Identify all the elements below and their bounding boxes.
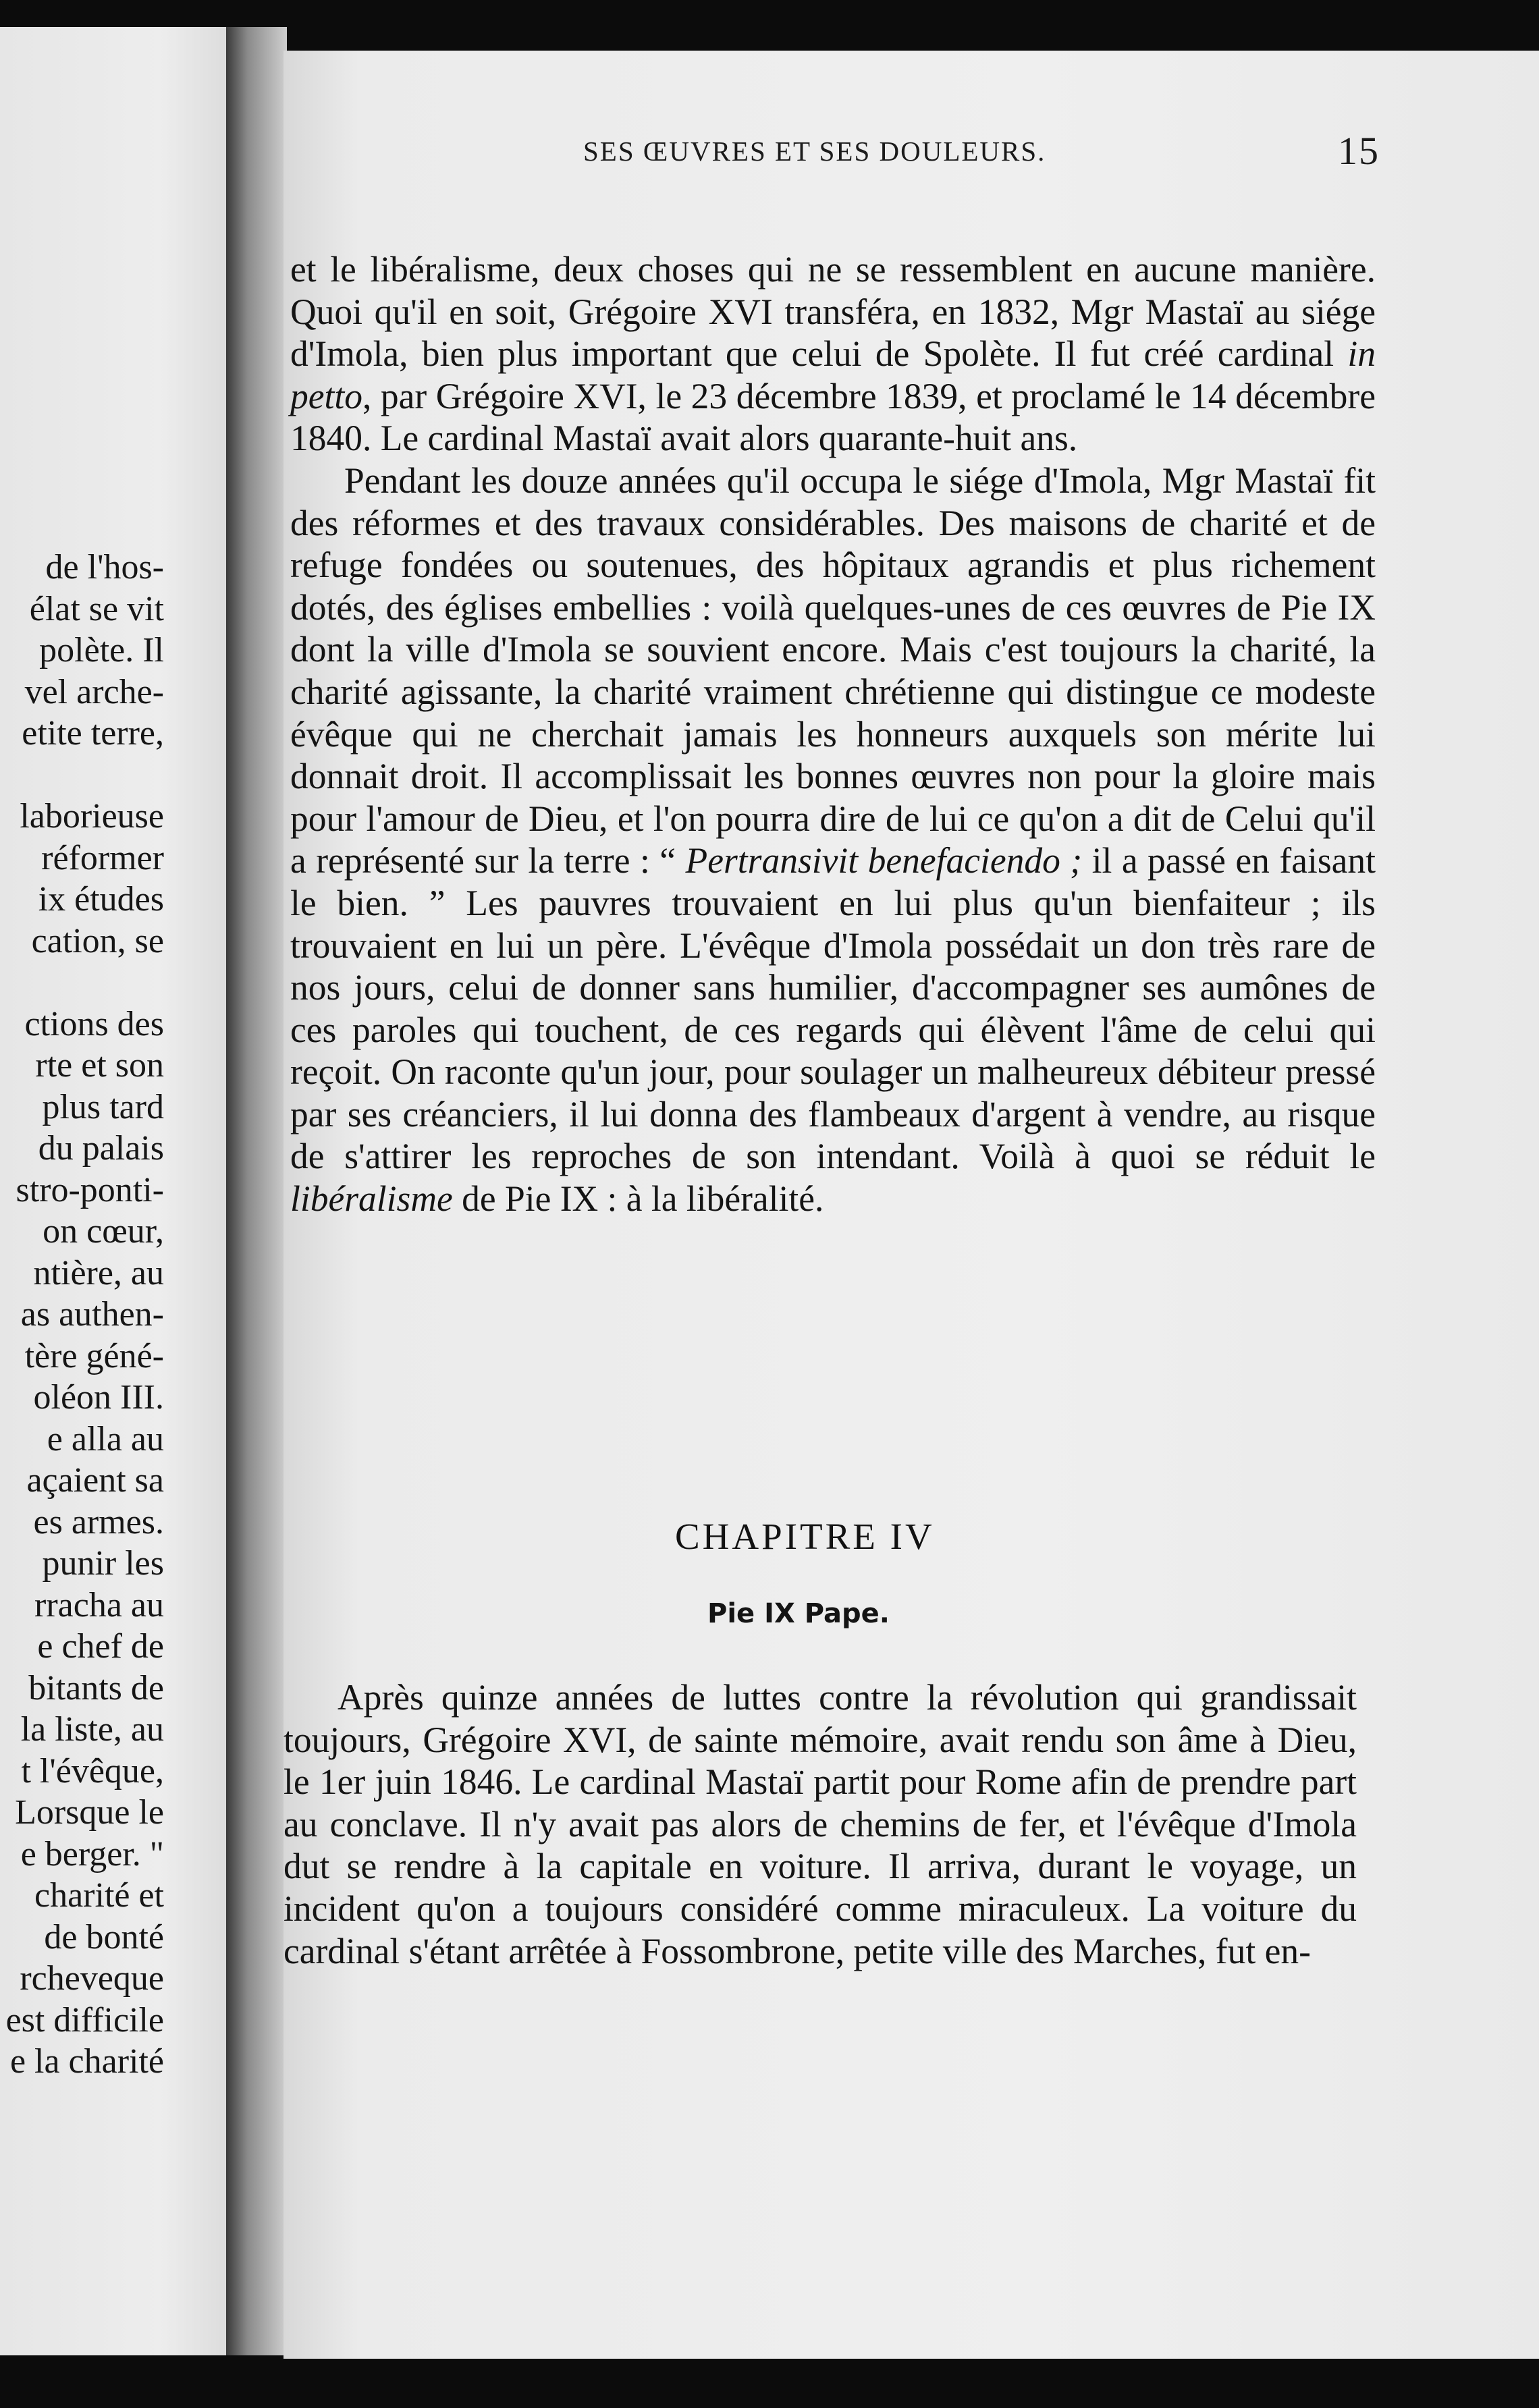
left-page-line: tère géné-	[24, 1336, 164, 1375]
paragraph-2-text-a: Pendant les douze années qu'il occupa le siége d'Imola, Mgr Mastaï fit des réformes et des travaux considérables. Des maisons de charité et de refuge fondées ou soutenues, des hôpitaux agrandis et plus richement dotés, des églises embellies : voilà quelques-unes de ces œuvres de Pie IX dont la ville d'Imola se souvient encore. Mais c'est toujours la charité, la charité agissante, la charité vraiment chrétienne qui distingue ce modeste évêque qui ne cherchait jamais les honneurs auxquels son mérite lui donnait droit. Il accomplissait les bonnes œuvres non pour la gloire mais pour l'amour de Dieu, et l'on pourra dire de lui ce qu'on a dit de Celui qu'il a représenté sur la terre : “	[290, 460, 1376, 881]
left-page-line: punir les	[42, 1544, 164, 1583]
chapter-title: CHAPITRE IV	[675, 1516, 935, 1557]
left-page-line: rcheveque	[20, 1959, 164, 1998]
left-page-line: Lorsque le	[15, 1793, 164, 1832]
left-page-line: etite terre,	[22, 714, 164, 752]
left-page-line: e alla au	[47, 1419, 164, 1458]
left-page-line	[0, 755, 164, 796]
left-page-line: e berger. "	[20, 1834, 164, 1873]
facing-left-page	[0, 27, 230, 2355]
left-page-line: e la charité	[9, 2042, 164, 2081]
page-number: 15	[1338, 129, 1380, 173]
paragraph-1-text-end: , par Grégoire XVI, le 23 décembre 1839, et proclamé le 14 décembre 1840. Le cardinal Mastaï avait alors quarante-huit ans.	[290, 375, 1376, 459]
left-page-line: e chef de	[37, 1627, 164, 1666]
left-page-text-column	[0, 547, 164, 2083]
left-page-line: stro-ponti-	[16, 1170, 164, 1209]
body-text	[290, 248, 1376, 1220]
left-page-line: ix études	[38, 880, 164, 919]
left-page-line: cation, se	[31, 921, 164, 960]
left-page-line: t l'évêque,	[21, 1751, 164, 1790]
paragraph-2-italic-word: libéralisme	[290, 1178, 453, 1220]
left-page-line: élat se vit	[29, 589, 164, 628]
left-page-line: ntière, au	[33, 1253, 164, 1292]
paragraph-1-italic: in petto	[290, 333, 1376, 416]
paragraph-2-text-b: il a passé en faisant le bien. ” Les pauvres trouvaient en lui plus qu'un bienfaiteur ; ils trouvaient en lui un père. L'évêque d'Imola possédait un don très rare de nos jours, celui de donner sans humilier, d'accompagner ses aumônes de ces paroles qui touchent, de ces regards qui élèvent l'âme de celui qui reçoit. On raconte qu'un jour, pour soulager un malheureux débiteur pressé par ses créanciers, il lui donna des flambeaux d'argent à vendre, au risque de s'attirer les reproches de son intendant. Voilà à quoi se réduit le	[290, 840, 1376, 1177]
left-page-line: vel arche-	[24, 672, 164, 711]
book-gutter-shadow	[226, 27, 287, 2355]
running-title: SES ŒUVRES ET SES DOULEURS.	[583, 136, 1046, 167]
left-page-line: açaient sa	[26, 1461, 164, 1500]
chapter-subtitle: Pie IX Pape.	[707, 1598, 890, 1629]
left-page-line: la liste, au	[20, 1710, 164, 1749]
left-page-line: as authen-	[20, 1295, 164, 1334]
left-page-line: oléon III.	[33, 1378, 164, 1417]
left-page-line: rracha au	[34, 1585, 164, 1624]
left-page-line: rte et son	[35, 1046, 164, 1085]
left-page-line: es armes.	[33, 1502, 164, 1541]
left-page-line: bitants de	[28, 1668, 164, 1707]
left-page-line: réformer	[41, 838, 164, 877]
chapter-body-text	[284, 1676, 1357, 1972]
paragraph-2-text-c: de Pie IX : à la libéralité.	[452, 1178, 824, 1220]
paragraph-1-text: et le libéralisme, deux choses qui ne se ressemblent en aucune manière. Quoi qu'il en soit, Grégoire XVI transféra, en 1832, Mgr Mastaï au siége d'Imola, bien plus important que celui de Spolète. Il fut créé cardinal	[290, 249, 1376, 375]
left-page-line: de l'hos-	[45, 548, 164, 586]
chapter-paragraph-1: Après quinze années de luttes contre la révolution qui grandissait toujours, Grégoire XVI, de sainte mémoire, avait rendu son âme à Dieu, le 1er juin 1846. Le cardinal Mastaï partit pour Rome afin de prendre part au conclave. Il n'y avait pas alors de chemins de fer, et l'évêque d'Imola dut se rendre à la capitale en voiture. Il arriva, durant le voyage, un incident qu'on a toujours considéré comme miraculeux. La voiture du cardinal s'étant arrêtée à Fossombrone, petite ville des Marches, fut en-	[284, 1677, 1357, 1971]
left-page-line: charité et	[34, 1876, 164, 1915]
paragraph-2	[290, 460, 1376, 1220]
paragraph-1	[290, 248, 1376, 460]
left-page-line: ctions des	[24, 1004, 164, 1043]
left-page-line: de bonté	[44, 1917, 164, 1956]
left-page-line: on cœur,	[43, 1212, 164, 1251]
paragraph-2-italic-quote: Pertransivit benefaciendo ;	[685, 840, 1083, 881]
left-page-line: polète. Il	[39, 631, 164, 669]
left-page-line: est difficile	[5, 2000, 164, 2040]
left-page-line: laborieuse	[20, 797, 164, 836]
left-page-line	[0, 962, 164, 1004]
left-page-line: du palais	[38, 1129, 164, 1168]
left-page-line: plus tard	[42, 1087, 164, 1126]
